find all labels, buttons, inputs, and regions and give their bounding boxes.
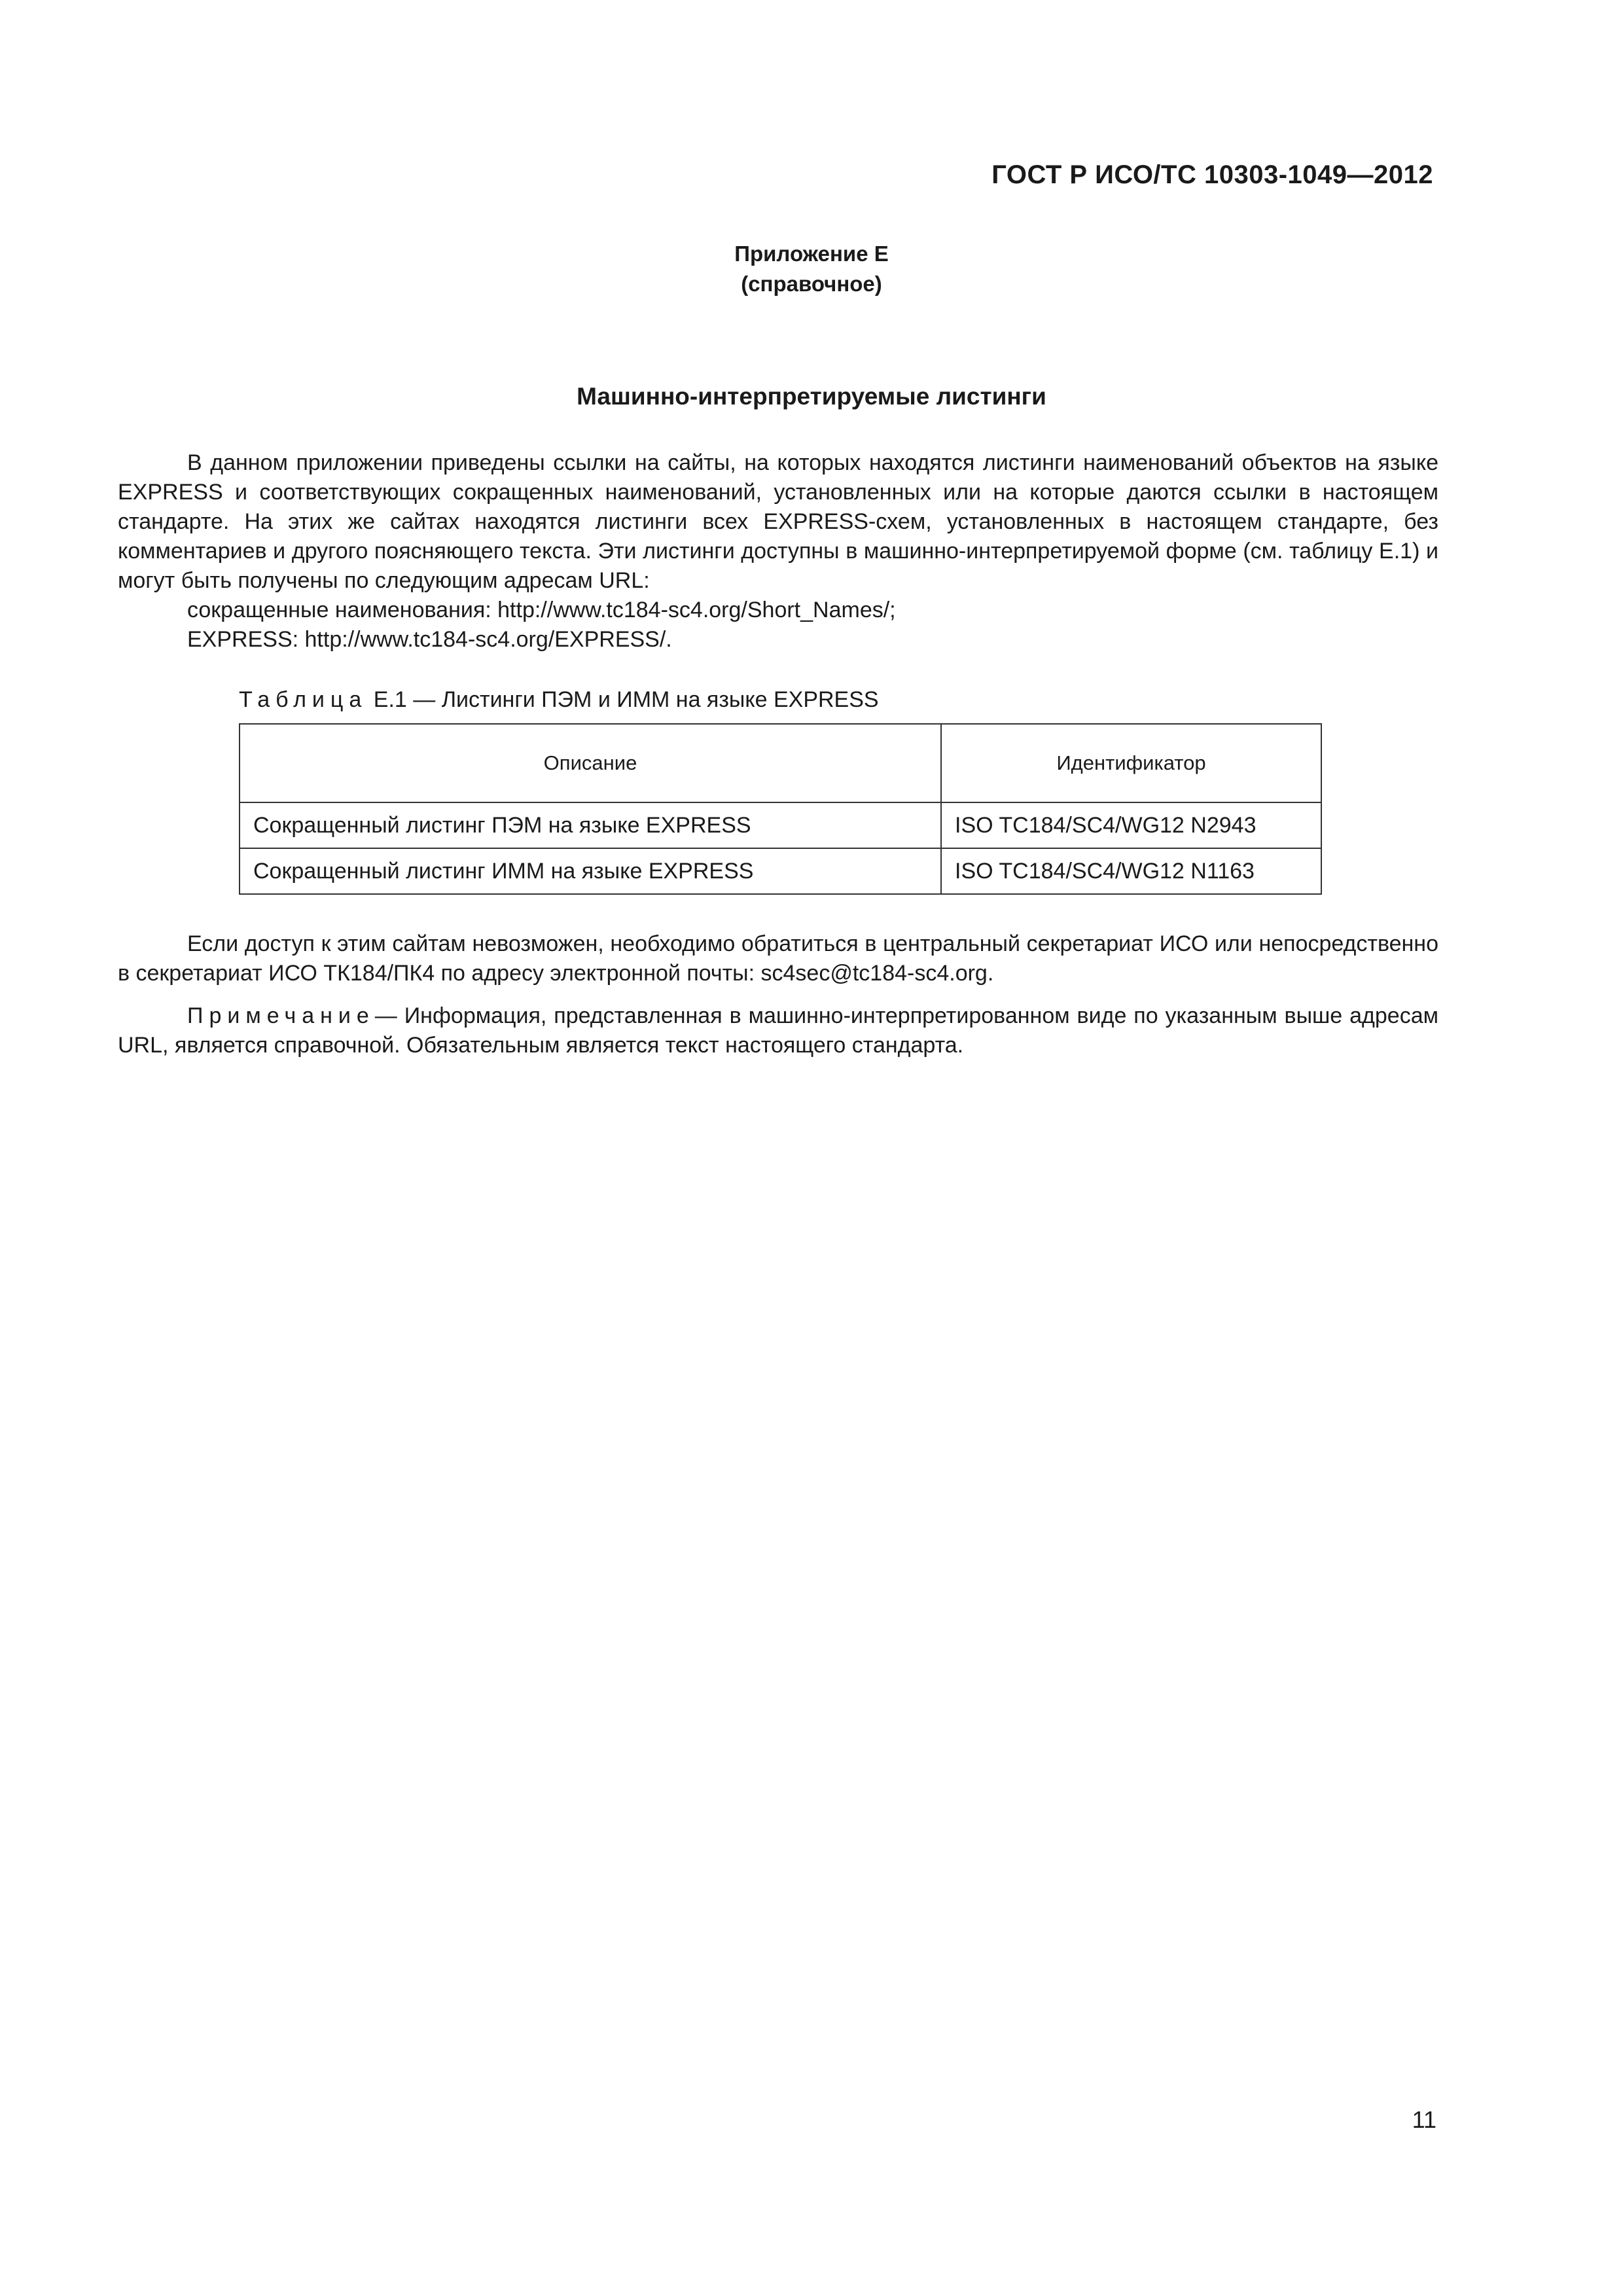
short-names-url-line: сокращенные наименования: http://www.tc184-sc4.org/Short_Names/; — [187, 598, 896, 622]
contact-paragraph: Если доступ к этим сайтам невозможен, необходимо обратиться в центральный секретариат ИСО или непосредственно в секретариат ИСО ТК184/ПК4 по адресу электронной почты: sc4sec@tc184-sc4.org. — [118, 931, 1438, 986]
appendix-title: Приложение Е — [734, 242, 889, 266]
intro-section — [118, 448, 1438, 655]
table-row — [240, 848, 1321, 894]
table-row — [240, 802, 1321, 848]
listings-table — [239, 723, 1322, 895]
header-identifier: Идентификатор — [941, 724, 1321, 802]
note-label: Примечание — [187, 1003, 375, 1028]
express-url-line: EXPRESS: http://www.tc184-sc4.org/EXPRESS/. — [187, 627, 672, 652]
row-description: Сокращенный листинг ПЭМ на языке EXPRESS — [240, 802, 941, 848]
note-paragraph — [118, 1001, 1438, 1060]
note-section — [118, 1001, 1438, 1060]
contact-section — [118, 929, 1438, 988]
intro-paragraph: В данном приложении приведены ссылки на сайты, на которых находятся листинги наименований объектов на языке EXPRESS и соответствующих сокращенных наименований, установленных или на которые даются ссылки в настоящем стандарте. На этих же сайтах находятся листинги всех EXPRESS-схем, установленных в настоящем стандарте, без комментариев и другого поясняющего текста. Эти листинги доступны в машинно-интерпретируемой форме (см. таблицу Е.1) и могут быть получены по следующим адресам URL: — [118, 450, 1438, 593]
row-description: Сокращенный листинг ИММ на языке EXPRESS — [240, 848, 941, 894]
table-header-row — [240, 724, 1321, 802]
document-code: ГОСТ Р ИСО/ТС 10303-1049—2012 — [991, 160, 1433, 189]
section-title: Машинно-интерпретируемые листинги — [577, 383, 1046, 410]
row-identifier: ISO TC184/SC4/WG12 N1163 — [941, 848, 1321, 894]
row-identifier: ISO TC184/SC4/WG12 N2943 — [941, 802, 1321, 848]
table-caption-text: Е.1 — Листинги ПЭМ и ИММ на языке EXPRESS — [373, 687, 879, 712]
page-number: 11 — [1412, 2106, 1436, 2133]
appendix-type: (справочное) — [741, 272, 882, 296]
appendix-heading — [0, 239, 1623, 299]
table-caption-label: Таблица — [239, 687, 368, 712]
table-caption — [239, 687, 879, 713]
note-text: — Информация, представленная в машинно-интерпретированном виде по указанным выше адресам URL, является справочной. Обязательным является текст настоящего стандарта. — [118, 1003, 1438, 1058]
header-description: Описание — [240, 724, 941, 802]
